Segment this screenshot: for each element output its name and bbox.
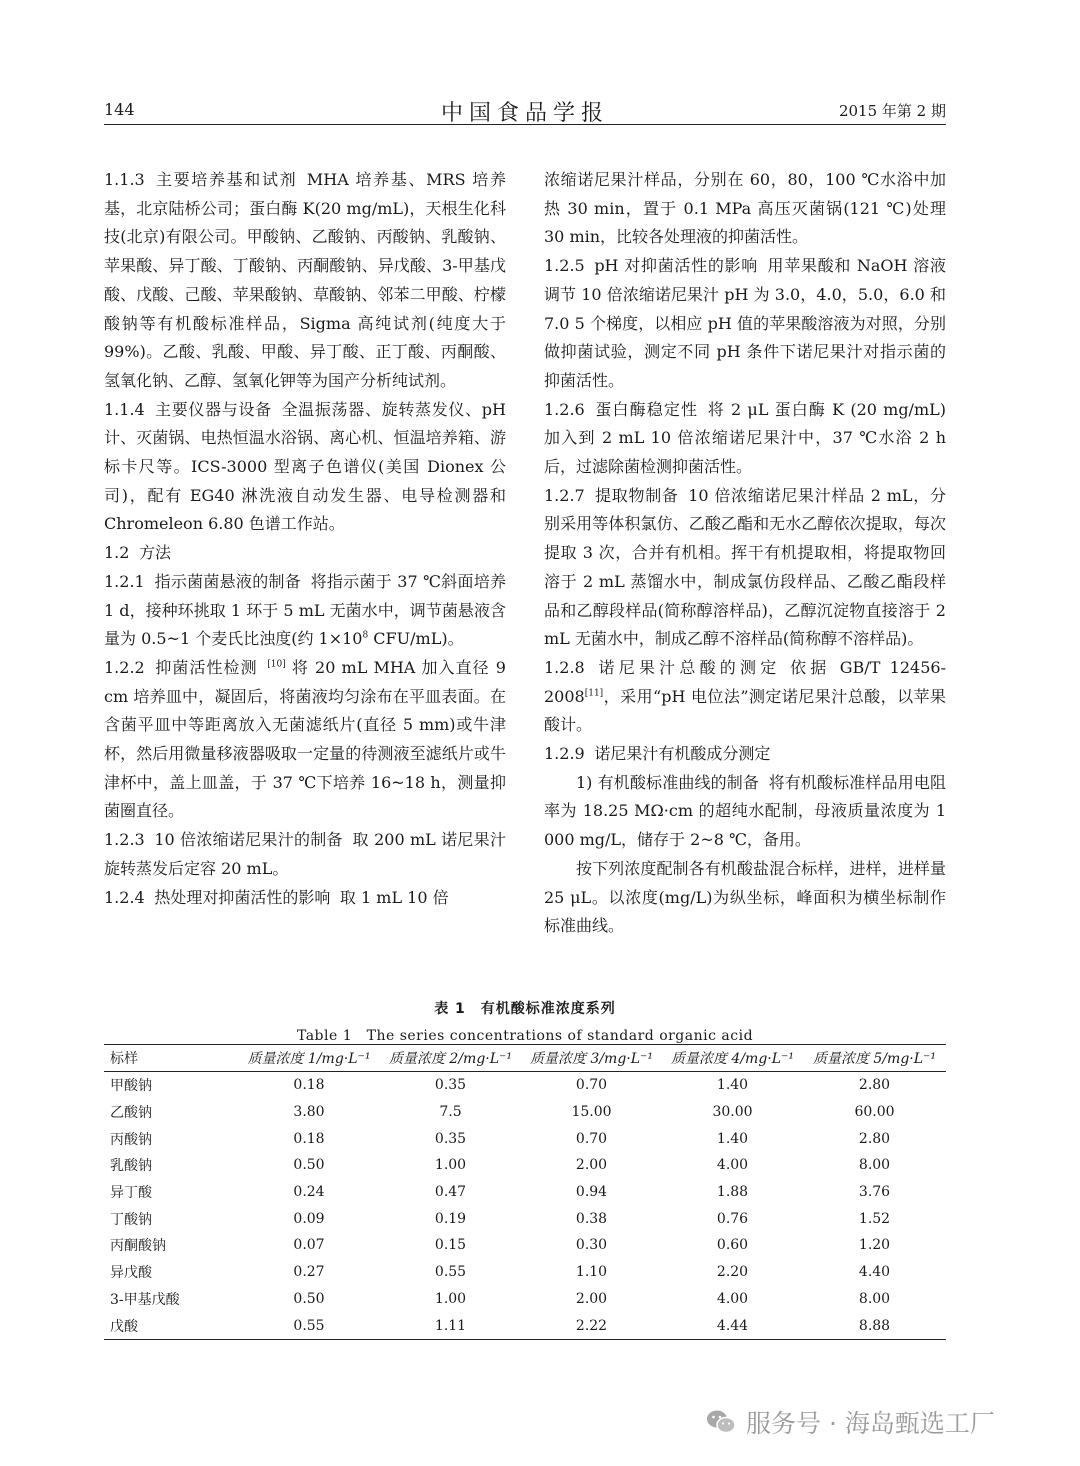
concentration-cell: 8.00 <box>858 1290 891 1307</box>
concentration-cell: 1.40 <box>716 1130 749 1147</box>
concentration-cell: 4.00 <box>716 1157 749 1174</box>
superscript: 8 <box>362 630 369 641</box>
concentration-cell: 4.40 <box>858 1264 891 1281</box>
concentration-cell: 0.19 <box>434 1210 467 1227</box>
section-title: pH 对抑菌活性的影响 <box>594 256 758 276</box>
paragraph <box>544 654 946 740</box>
section-number: 1.2.8 <box>544 657 585 677</box>
paragraph <box>544 166 946 252</box>
table-row <box>104 1125 946 1152</box>
paragraph <box>104 826 506 883</box>
concentration-cell: 60.00 <box>854 1104 895 1121</box>
section-title: 指示菌菌悬液的制备 <box>154 571 301 591</box>
concentration-cell: 1.10 <box>575 1264 608 1281</box>
paragraph <box>544 855 946 941</box>
page-number: 144 <box>104 100 135 119</box>
concentration-cell: 1.11 <box>434 1317 467 1334</box>
paragraph <box>104 884 506 913</box>
paragraph <box>104 654 506 826</box>
sample-name-cell: 甲酸钠 <box>110 1078 152 1095</box>
concentration-cell: 8.00 <box>858 1157 891 1174</box>
left-column <box>104 166 506 912</box>
table-row <box>104 1179 946 1206</box>
section-number: 1.2 <box>104 543 130 563</box>
table-row <box>104 1205 946 1232</box>
paragraph <box>544 769 946 855</box>
concentration-cell: 0.94 <box>575 1184 608 1201</box>
table-caption-cn: 表 1 有机酸标准浓度系列 <box>434 1001 616 1017</box>
table-header-cell: 质量浓度 2/mg·L⁻¹ <box>388 1051 513 1067</box>
concentration-cell: 4.00 <box>716 1290 749 1307</box>
table-row <box>104 1232 946 1259</box>
section-number: 1.2.9 <box>544 744 585 764</box>
concentration-cell: 2.20 <box>716 1264 749 1281</box>
section-text-tail: CFU/mL)。 <box>368 629 464 649</box>
table-caption-en: Table 1 The series concentrations of standard organic acid <box>296 1028 754 1044</box>
concentration-cell: 1.40 <box>716 1077 749 1094</box>
section-title: 诺尼果汁有机酸成分测定 <box>594 744 771 764</box>
page-header <box>104 96 946 126</box>
concentration-cell: 1.88 <box>716 1184 749 1201</box>
paragraph <box>544 740 946 769</box>
section-number: 1.2.6 <box>544 399 585 419</box>
section-number: 1.2.1 <box>104 571 145 591</box>
concentration-cell: 4.44 <box>716 1317 749 1334</box>
section-text-tail: ，采用“pH 电位法”测定诺尼果汁总酸，以苹果酸计。 <box>544 686 946 735</box>
section-title: 主要培养基和试剂 <box>154 170 298 189</box>
concentration-cell: 1.20 <box>858 1237 891 1254</box>
journal-title: 中国食品学报 <box>440 101 609 126</box>
section-text: 依据 GB/T 12456-2008 <box>544 657 946 706</box>
sample-name-cell: 丙酮酸钠 <box>110 1238 166 1255</box>
concentration-cell: 0.15 <box>434 1237 467 1254</box>
table-header-cell: 标样 <box>110 1051 138 1067</box>
concentration-cell: 3.80 <box>293 1104 325 1121</box>
section-title: 热处理对抑菌活性的影响 <box>154 887 331 907</box>
section-text: 将 2 μL 蛋白酶 K (20 mg/mL) 加入到 2 mL 10 倍浓缩诺尼果汁中，37 ℃水浴 2 h 后，过滤除菌检测抑菌活性。 <box>544 399 946 477</box>
table-row <box>104 1259 946 1286</box>
sample-name-cell: 乳酸钠 <box>110 1158 152 1175</box>
section-number: 1.2.7 <box>544 485 585 505</box>
concentration-cell: 0.60 <box>716 1237 749 1254</box>
section-text: 按下列浓度配制各有机酸盐混合标样，进样，进样量 25 μL。以浓度(mg/L)为纵坐标，峰面积为横坐标制作标准曲线。 <box>544 858 946 936</box>
concentration-cell: 2.00 <box>575 1157 608 1174</box>
wechat-icon <box>706 1409 736 1435</box>
concentration-cell: 1.00 <box>434 1290 467 1307</box>
section-title: 蛋白酶稳定性 <box>594 399 699 419</box>
section-title: 提取物制备 <box>594 485 679 505</box>
table-header-cell: 质量浓度 1/mg·L⁻¹ <box>247 1051 371 1067</box>
concentration-cell: 1.52 <box>858 1210 891 1227</box>
table-row <box>104 1286 946 1313</box>
concentration-cell: 2.22 <box>575 1317 608 1334</box>
section-text: 将有机酸标准样品用电阻率为 18.25 MΩ·cm 的超纯水配制，母液质量浓度为 1 000 mg/L，储存于 2~8 ℃，备用。 <box>544 772 946 850</box>
concentration-cell: 0.18 <box>293 1077 325 1094</box>
table-header-row <box>104 1045 946 1072</box>
concentration-cell: 0.27 <box>293 1264 325 1281</box>
concentration-cell: 0.50 <box>293 1157 325 1174</box>
paragraph <box>544 252 946 396</box>
section-text: 将指示菌于 37 ℃斜面培养 1 d，接种环挑取 1 环于 5 mL 无菌水中，调节菌悬液含量为 0.5~1 个麦氏比浊度(约 1×10 <box>104 571 506 649</box>
section-title: 1) 有机酸标准曲线的制备 <box>576 772 760 792</box>
section-number: 1.2.3 <box>104 830 145 850</box>
section-title: 主要仪器与设备 <box>154 399 272 419</box>
concentration-cell: 0.47 <box>434 1184 467 1201</box>
section-text: 取 1 mL 10 倍 <box>339 887 449 907</box>
concentration-cell: 7.5 <box>439 1104 462 1121</box>
section-title: 10 倍浓缩诺尼果汁的制备 <box>154 830 343 850</box>
superscript: [11] <box>584 688 604 699</box>
paragraph <box>104 166 506 396</box>
section-number: 1.1.3 <box>104 170 145 189</box>
concentration-cell: 3.76 <box>858 1184 891 1201</box>
concentration-cell: 15.00 <box>571 1104 612 1121</box>
sample-name-cell: 异丁酸 <box>110 1185 152 1202</box>
concentration-cell: 0.70 <box>575 1077 608 1094</box>
table-row <box>104 1152 946 1179</box>
section-title: 诺尼果汁总酸的测定 <box>594 657 781 677</box>
concentration-cell: 0.30 <box>575 1237 608 1254</box>
section-number: 1.2.2 <box>104 657 145 677</box>
section-text: 取 200 mL 诺尼果汁旋转蒸发后定容 20 mL。 <box>104 830 506 878</box>
section-text: 用苹果酸和 NaOH 溶液调节 10 倍浓缩诺尼果汁 pH 为 3.0，4.0，5.0，6.0 和 7.0 5 个梯度，以相应 pH 值的苹果酸溶液为对照，分别做抑菌试验，测定不同 pH 条件下诺尼果汁对指示菌的抑菌活性。 <box>544 256 946 390</box>
section-number: 1.2.4 <box>104 887 145 907</box>
concentration-table <box>104 1044 946 1340</box>
section-text: MHA 培养基、MRS 培养基，北京陆桥公司；蛋白酶 K(20 mg/mL)，天根生化科技(北京)有限公司。甲酸钠、乙酸钠、丙酸钠、乳酸钠、苹果酸、异丁酸、丁酸钠、丙酮酸钠、异戊酸、3-甲基戊酸、戊酸、己酸、苹果酸钠、草酸钠、邻苯二甲酸、柠檬酸钠等有机酸标准样品，Sigma 高纯试剂(纯度大于 99%)。乙酸、乳酸、甲酸、异丁酸、正丁酸、丙酮酸、氢氧化钠、乙醇、氢氧化钾等为国产分析纯试剂。 <box>104 170 506 390</box>
table-header-cell: 质量浓度 4/mg·L⁻¹ <box>670 1051 795 1067</box>
concentration-cell: 0.18 <box>293 1130 325 1147</box>
right-column <box>544 166 946 941</box>
table-row <box>104 1072 946 1099</box>
concentration-cell: 0.70 <box>575 1130 608 1147</box>
header-rule <box>104 124 946 125</box>
concentration-cell: 0.50 <box>293 1290 325 1307</box>
citation: [10] <box>267 659 286 670</box>
concentration-cell: 0.76 <box>716 1210 749 1227</box>
concentration-cell: 0.24 <box>293 1184 325 1201</box>
concentration-cell: 30.00 <box>712 1104 753 1121</box>
section-title: 抑菌活性检测 <box>154 657 258 677</box>
concentration-cell: 2.80 <box>858 1130 891 1147</box>
concentration-cell: 0.55 <box>293 1317 325 1334</box>
issue-label: 2015 年第 2 期 <box>838 102 946 120</box>
section-text: 浓缩诺尼果汁样品，分别在 60，80，100 ℃水浴中加热 30 min，置于 0.1 MPa 高压灭菌锅(121 ℃)处理 30 min，比较各处理液的抑菌活性。 <box>544 170 946 247</box>
concentration-cell: 2.80 <box>858 1077 891 1094</box>
paragraph <box>104 568 506 654</box>
paragraph <box>104 396 506 540</box>
sample-name-cell: 乙酸钠 <box>110 1105 152 1122</box>
watermark <box>706 1402 995 1442</box>
watermark-text: 服务号 · 海岛甄选工厂 <box>746 1409 995 1438</box>
paragraph <box>544 396 946 482</box>
sample-name-cell: 丁酸钠 <box>110 1211 152 1228</box>
concentration-cell: 0.55 <box>434 1264 467 1281</box>
concentration-cell: 0.35 <box>434 1077 467 1094</box>
concentration-cell: 2.00 <box>575 1290 608 1307</box>
sample-name-cell: 3-甲基戊酸 <box>110 1291 180 1308</box>
table-body <box>104 1072 946 1340</box>
sample-name-cell: 异戊酸 <box>110 1265 152 1282</box>
table-header-cell: 质量浓度 5/mg·L⁻¹ <box>812 1051 937 1067</box>
paragraph <box>544 482 946 654</box>
concentration-cell: 0.38 <box>575 1210 608 1227</box>
table-row <box>104 1312 946 1339</box>
concentration-cell: 8.88 <box>858 1317 891 1334</box>
sample-name-cell: 丙酸钠 <box>110 1131 152 1148</box>
table-row <box>104 1099 946 1126</box>
section-title: 方法 <box>139 543 172 563</box>
concentration-cell: 0.07 <box>293 1237 325 1254</box>
section-text: 将 20 mL MHA 加入直径 9 cm 培养皿中，凝固后，将菌液均匀涂布在平皿表面。在含菌平皿中等距离放入无菌滤纸片(直径 5 mm)或牛津杯，然后用微量移液器吸取一定量的待测液至滤纸片或牛津杯中，盖上皿盖，于 37 ℃下培养 16~18 h，测量抑菌圈直径。 <box>104 657 506 821</box>
concentration-cell: 0.09 <box>293 1210 325 1227</box>
section-text: 10 倍浓缩诺尼果汁样品 2 mL，分别采用等体积氯仿、乙酸乙酯和无水乙醇依次提取，每次提取 3 次，合并有机相。挥干有机提取相，将提取物回溶于 2 mL 蒸馏水中，制成氯仿段样品、乙酸乙酯段样品和乙醇段样品(简称醇溶样品)，乙醇沉淀物直接溶于 2 mL 无菌水中，制成乙醇不溶样品(简称醇不溶样品)。 <box>544 485 946 649</box>
section-number: 1.1.4 <box>104 399 145 419</box>
concentration-cell: 0.35 <box>434 1130 467 1147</box>
table-header-cell: 质量浓度 3/mg·L⁻¹ <box>529 1051 654 1067</box>
section-number: 1.2.5 <box>544 256 585 276</box>
paragraph <box>104 539 506 568</box>
section-text: 全温振荡器、旋转蒸发仪、pH 计、灭菌锅、电热恒温水浴锅、离心机、恒温培养箱、游标卡尺等。ICS-3000 型离子色谱仪(美国 Dionex 公司)，配有 EG40 淋洗液自动发生器、电导检测器和 Chromeleon 6.80 色谱工作站。 <box>104 399 506 534</box>
concentration-cell: 1.00 <box>434 1157 467 1174</box>
sample-name-cell: 戊酸 <box>110 1318 138 1335</box>
